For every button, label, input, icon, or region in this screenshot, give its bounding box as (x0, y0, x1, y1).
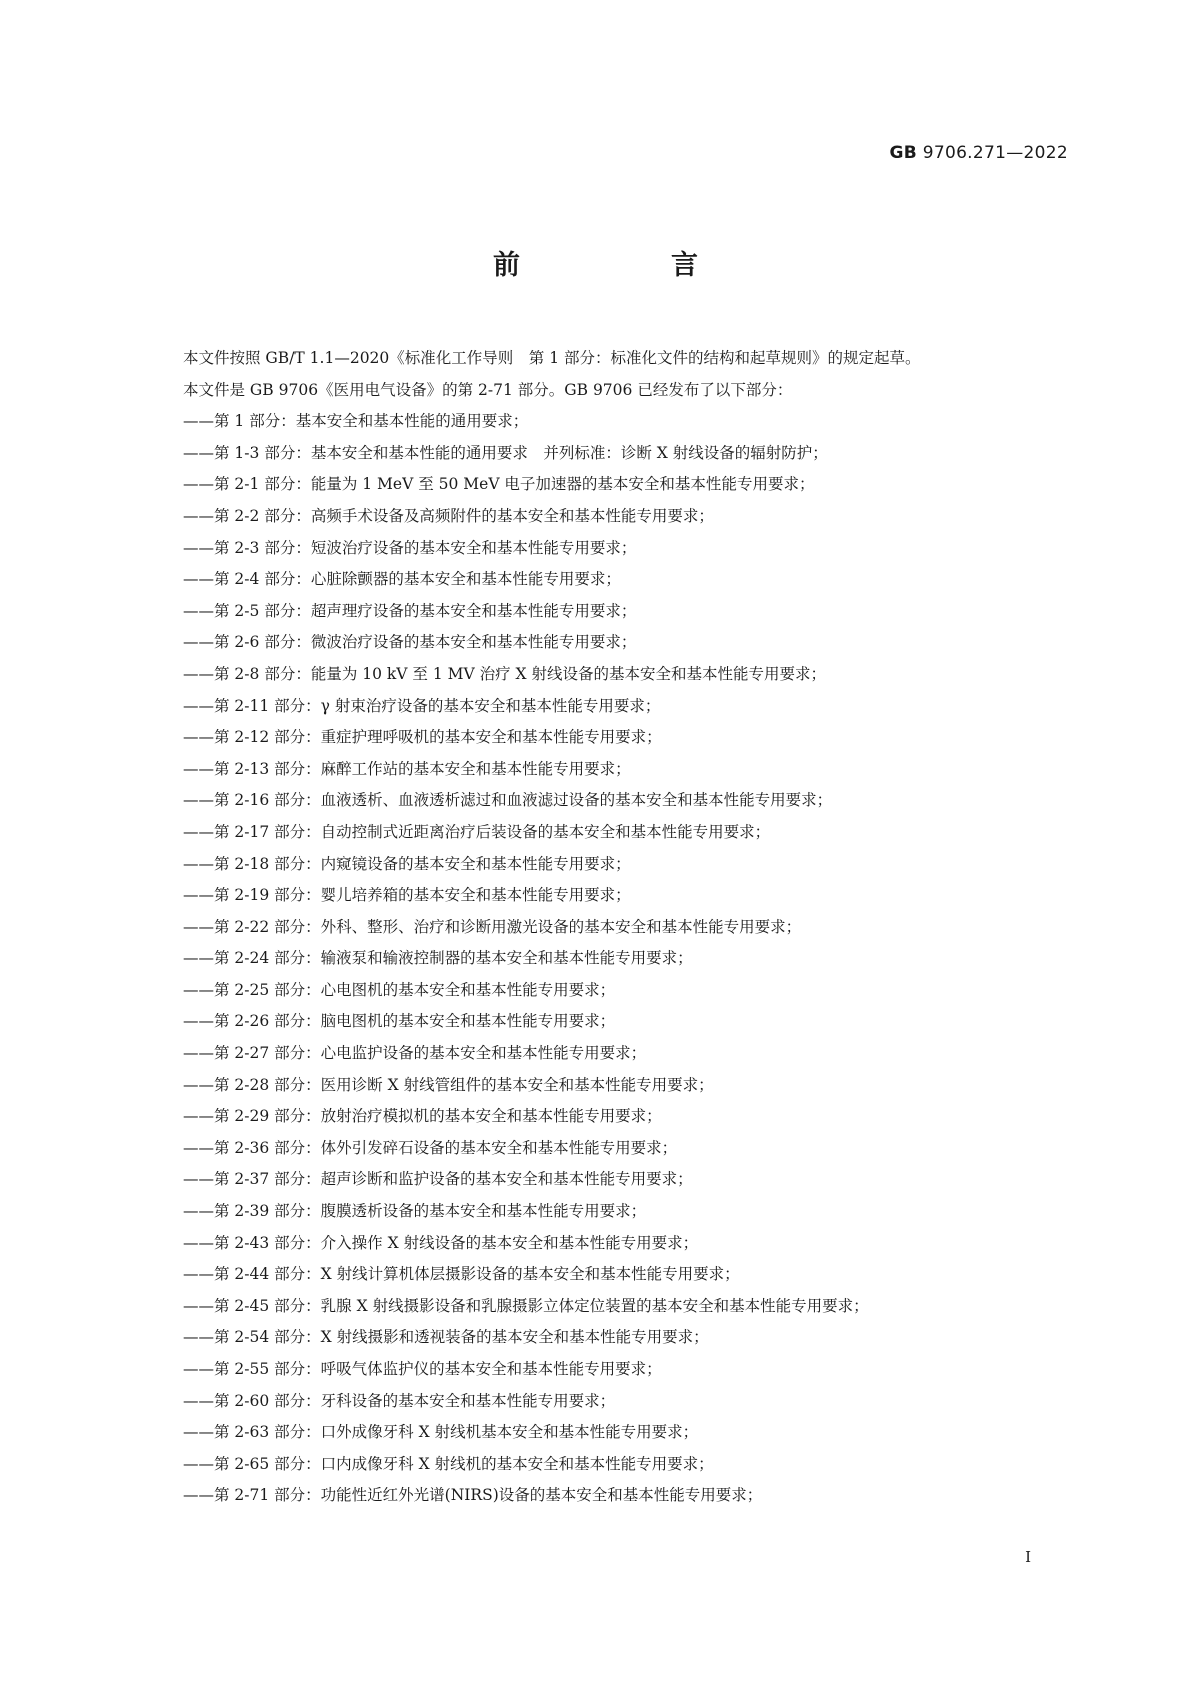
list-item: ——第 2-37 部分：超声诊断和监护设备的基本安全和基本性能专用要求； (183, 1170, 693, 1189)
list-item: ——第 2-28 部分：医用诊断 X 射线管组件的基本安全和基本性能专用要求； (183, 1075, 714, 1094)
list-item: ——第 2-16 部分：血液透析、血液透析滤过和血液滤过设备的基本安全和基本性能专用要求； (183, 791, 833, 810)
list-item: ——第 2-60 部分：牙科设备的基本安全和基本性能专用要求； (183, 1391, 616, 1410)
page-number: I (1025, 1548, 1031, 1566)
list-item: ——第 2-63 部分：口外成像牙科 X 射线机基本安全和基本性能专用要求； (183, 1423, 699, 1442)
list-item: ——第 2-54 部分：X 射线摄影和透视装备的基本安全和基本性能专用要求； (183, 1328, 709, 1347)
list-item: ——第 1 部分：基本安全和基本性能的通用要求； (183, 412, 529, 431)
list-item: ——第 2-22 部分：外科、整形、治疗和诊断用激光设备的基本安全和基本性能专用要求； (183, 917, 802, 936)
list-item: ——第 2-43 部分：介入操作 X 射线设备的基本安全和基本性能专用要求； (183, 1233, 699, 1252)
drafting-rule-paragraph: 本文件按照 GB/T 1.1—2020《标准化工作导则 第 1 部分：标准化文件的结构和起草规则》的规定起草。 (183, 349, 921, 367)
standard-prefix: GB (889, 143, 917, 163)
list-item: ——第 2-24 部分：输液泵和输液控制器的基本安全和基本性能专用要求； (183, 949, 693, 968)
list-item: ——第 2-8 部分：能量为 10 kV 至 1 MV 治疗 X 射线设备的基本安全和基本性能专用要求； (183, 664, 827, 683)
list-item: ——第 2-39 部分：腹膜透析设备的基本安全和基本性能专用要求； (183, 1202, 647, 1221)
standard-code: 9706.271—2022 (922, 143, 1068, 163)
list-item: ——第 2-4 部分：心脏除颤器的基本安全和基本性能专用要求； (183, 570, 621, 589)
list-item: ——第 2-25 部分：心电图机的基本安全和基本性能专用要求； (183, 980, 616, 999)
list-item: ——第 2-6 部分：微波治疗设备的基本安全和基本性能专用要求； (183, 633, 637, 652)
list-item: ——第 2-3 部分：短波治疗设备的基本安全和基本性能专用要求； (183, 538, 637, 557)
list-item: ——第 2-36 部分：体外引发碎石设备的基本安全和基本性能专用要求； (183, 1138, 678, 1157)
list-item: ——第 2-12 部分：重症护理呼吸机的基本安全和基本性能专用要求； (183, 728, 662, 747)
list-item: ——第 2-55 部分：呼吸气体监护仪的基本安全和基本性能专用要求； (183, 1360, 662, 1378)
standard-number (889, 143, 1068, 163)
foreword-body (143, 343, 1065, 1512)
list-item: ——第 2-71 部分：功能性近红外光谱(NIRS)设备的基本安全和基本性能专用要求； (183, 1486, 763, 1505)
list-item: ——第 2-29 部分：放射治疗模拟机的基本安全和基本性能专用要求； (183, 1107, 662, 1126)
list-item: ——第 2-17 部分：自动控制式近距离治疗后装设备的基本安全和基本性能专用要求； (183, 822, 771, 841)
list-item: ——第 2-11 部分：γ 射束治疗设备的基本安全和基本性能专用要求； (183, 696, 661, 715)
foreword-title: 前 言 (493, 250, 760, 281)
published-parts-list (143, 406, 1065, 1512)
list-item: ——第 2-2 部分：高频手术设备及高频附件的基本安全和基本性能专用要求； (183, 506, 714, 525)
list-item: ——第 2-27 部分：心电监护设备的基本安全和基本性能专用要求； (183, 1044, 647, 1063)
list-item: ——第 1-3 部分：基本安全和基本性能的通用要求 并列标准：诊断 X 射线设备的辐射防护； (183, 443, 828, 462)
series-intro-paragraph: 本文件是 GB 9706《医用电气设备》的第 2-71 部分。GB 9706 已经发布了以下部分： (183, 380, 793, 399)
list-item: ——第 2-1 部分：能量为 1 MeV 至 50 MeV 电子加速器的基本安全和基本性能专用要求； (183, 475, 815, 494)
list-item: ——第 2-5 部分：超声理疗设备的基本安全和基本性能专用要求； (183, 601, 637, 620)
list-item: ——第 2-44 部分：X 射线计算机体层摄影设备的基本安全和基本性能专用要求； (183, 1265, 740, 1284)
list-item: ——第 2-45 部分：乳腺 X 射线摄影设备和乳腺摄影立体定位装置的基本安全和基本性能专用要求； (183, 1296, 869, 1315)
list-item: ——第 2-18 部分：内窥镜设备的基本安全和基本性能专用要求； (183, 854, 631, 873)
list-item: ——第 2-13 部分：麻醉工作站的基本安全和基本性能专用要求； (183, 759, 631, 778)
list-item: ——第 2-65 部分：口内成像牙科 X 射线机的基本安全和基本性能专用要求； (183, 1454, 714, 1473)
list-item: ——第 2-26 部分：脑电图机的基本安全和基本性能专用要求； (183, 1012, 616, 1031)
list-item: ——第 2-19 部分：婴儿培养箱的基本安全和基本性能专用要求； (183, 886, 631, 905)
